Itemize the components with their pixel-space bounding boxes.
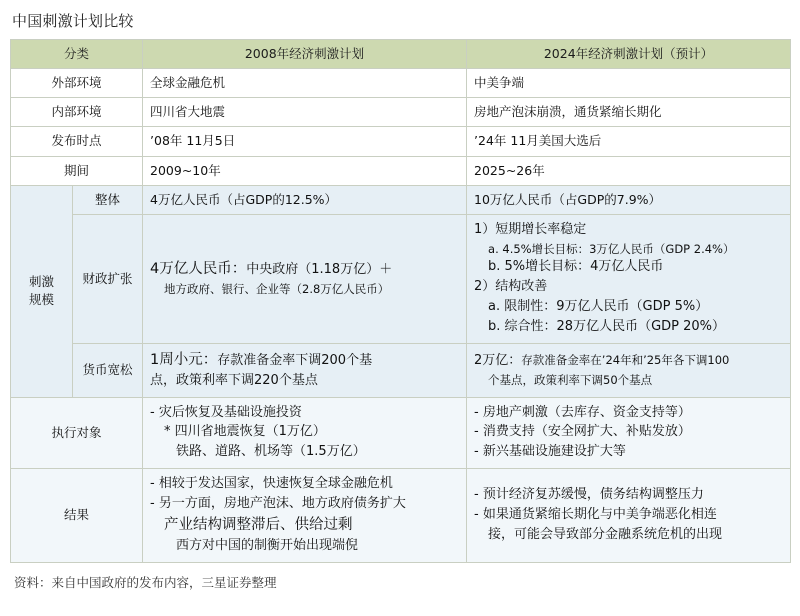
internal-2008: 四川省大地震 xyxy=(143,98,467,127)
result-2024-line-0: - 预计经济复苏缓慢，债务结构调整压力 xyxy=(474,487,704,503)
table-row-scale-monetary xyxy=(11,343,791,397)
targets-2008-line-0: - 灾后恢复及基础设施投资 xyxy=(150,404,302,420)
row-label-announce: 发布时点 xyxy=(11,127,143,156)
sublabel-monetary: 货币宽松 xyxy=(73,343,143,397)
monetary-2008 xyxy=(143,343,467,397)
targets-2008-line-2: 铁路、道路、机场等（1.5万亿） xyxy=(176,444,366,460)
table-row-period xyxy=(11,156,791,185)
monetary-2008-detail1: 存款准备金率下调200个基 xyxy=(217,352,373,368)
row-label-period: 期间 xyxy=(11,156,143,185)
targets-2024-line-1: - 消费支持（安全网扩大、补贴发放） xyxy=(474,424,691,440)
targets-2024-line-2: - 新兴基础设施建设扩大等 xyxy=(474,444,626,460)
monetary-2024-detail1: 存款准备金率在’24年和’25年各下调100 xyxy=(521,353,730,368)
monetary-2024 xyxy=(467,343,791,397)
header-category: 分类 xyxy=(11,40,143,69)
fiscal-2008-central: 中央政府（1.18万亿）＋ xyxy=(246,262,393,278)
result-2024-line-2: 接，可能会导致部分金融系统危机的出现 xyxy=(488,526,723,542)
period-2008: 2009~10年 xyxy=(143,156,467,185)
announce-2024: ’24年 11月美国大选后 xyxy=(467,127,791,156)
monetary-2024-detail2: 个基点，政策利率下调50个基点 xyxy=(488,373,653,388)
fiscal-2024-line-2: b. 5%增长目标：4万亿人民币 xyxy=(488,259,664,275)
period-2024: 2025~26年 xyxy=(467,156,791,185)
monetary-2008-detail2: 点，政策利率下调220个基点 xyxy=(150,372,318,388)
row-label-external: 外部环境 xyxy=(11,69,143,98)
announce-2008: ’08年 11月5日 xyxy=(143,127,467,156)
header-plan-2008: 2008年经济刺激计划 xyxy=(143,40,467,69)
fiscal-2008-amount: 4万亿人民币： xyxy=(150,261,247,278)
fiscal-2024 xyxy=(467,214,791,343)
internal-2024: 房地产泡沫崩溃，通货紧缩长期化 xyxy=(467,98,791,127)
header-plan-2024: 2024年经济刺激计划（预计） xyxy=(467,40,791,69)
result-2008-line-2: 产业结构调整滞后、供给过剩 xyxy=(164,516,353,533)
row-label-internal: 内部环境 xyxy=(11,98,143,127)
table-row-external xyxy=(11,69,791,98)
external-2024: 中美争端 xyxy=(467,69,791,98)
result-2024 xyxy=(467,469,791,563)
fiscal-2024-line-0: 1）短期增长率稳定 xyxy=(474,221,587,237)
table-header-row xyxy=(11,40,791,69)
fiscal-2024-line-1: a. 4.5%增长目标：3万亿人民币（GDP 2.4%） xyxy=(488,241,735,256)
table-row-scale-fiscal xyxy=(11,214,791,343)
result-2008-line-1: - 另一方面，房地产泡沫、地方政府债务扩大 xyxy=(150,495,406,511)
external-2008: 全球金融危机 xyxy=(143,69,467,98)
monetary-2008-amount: 1周小元： xyxy=(150,351,218,368)
comparison-table xyxy=(10,39,791,563)
source-note: 资料：来自中国政府的发布内容，三星证券整理 xyxy=(14,574,277,590)
result-2024-line-1: - 如果通货紧缩长期化与中美争端恶化相连 xyxy=(474,506,717,522)
result-2008 xyxy=(143,469,467,563)
result-2008-line-0: - 相较于发达国家，快速恢复全球金融危机 xyxy=(150,476,393,492)
overall-2008: 4万亿人民币（占GDP的12.5%） xyxy=(143,185,467,214)
result-2008-line-3: 西方对中国的制衡开始出现端倪 xyxy=(176,537,359,553)
table-row-targets xyxy=(11,397,791,469)
sublabel-overall: 整体 xyxy=(73,185,143,214)
row-label-targets: 执行对象 xyxy=(11,397,143,469)
table-row-result xyxy=(11,469,791,563)
fiscal-2008 xyxy=(143,214,467,343)
fiscal-2024-line-5: b. 综合性：28万亿人民币（GDP 20%） xyxy=(488,318,726,334)
row-label-result: 结果 xyxy=(11,469,143,563)
table-row-internal xyxy=(11,98,791,127)
fiscal-2024-line-3: 2）结构改善 xyxy=(474,279,548,295)
targets-2024 xyxy=(467,397,791,469)
scale-label-line2: 规模 xyxy=(28,292,54,308)
monetary-2024-amount: 2万亿： xyxy=(474,353,522,369)
fiscal-2008-local: 地方政府、银行、企业等（2.8万亿人民币） xyxy=(164,282,390,297)
table-row-announce xyxy=(11,127,791,156)
overall-2024: 10万亿人民币（占GDP的7.9%） xyxy=(467,185,791,214)
table-row-scale-overall xyxy=(11,185,791,214)
fiscal-2024-line-4: a. 限制性：9万亿人民币（GDP 5%） xyxy=(488,298,709,314)
targets-2024-line-0: - 房地产刺激（去库存、资金支持等） xyxy=(474,404,691,420)
page-title: 中国刺激计划比较 xyxy=(12,12,134,30)
targets-2008-line-1: * 四川省地震恢复（1万亿） xyxy=(164,424,326,440)
sublabel-fiscal: 财政扩张 xyxy=(73,214,143,343)
row-label-scale xyxy=(11,185,73,397)
scale-label-line1: 刺激 xyxy=(28,273,54,289)
targets-2008 xyxy=(143,397,467,469)
